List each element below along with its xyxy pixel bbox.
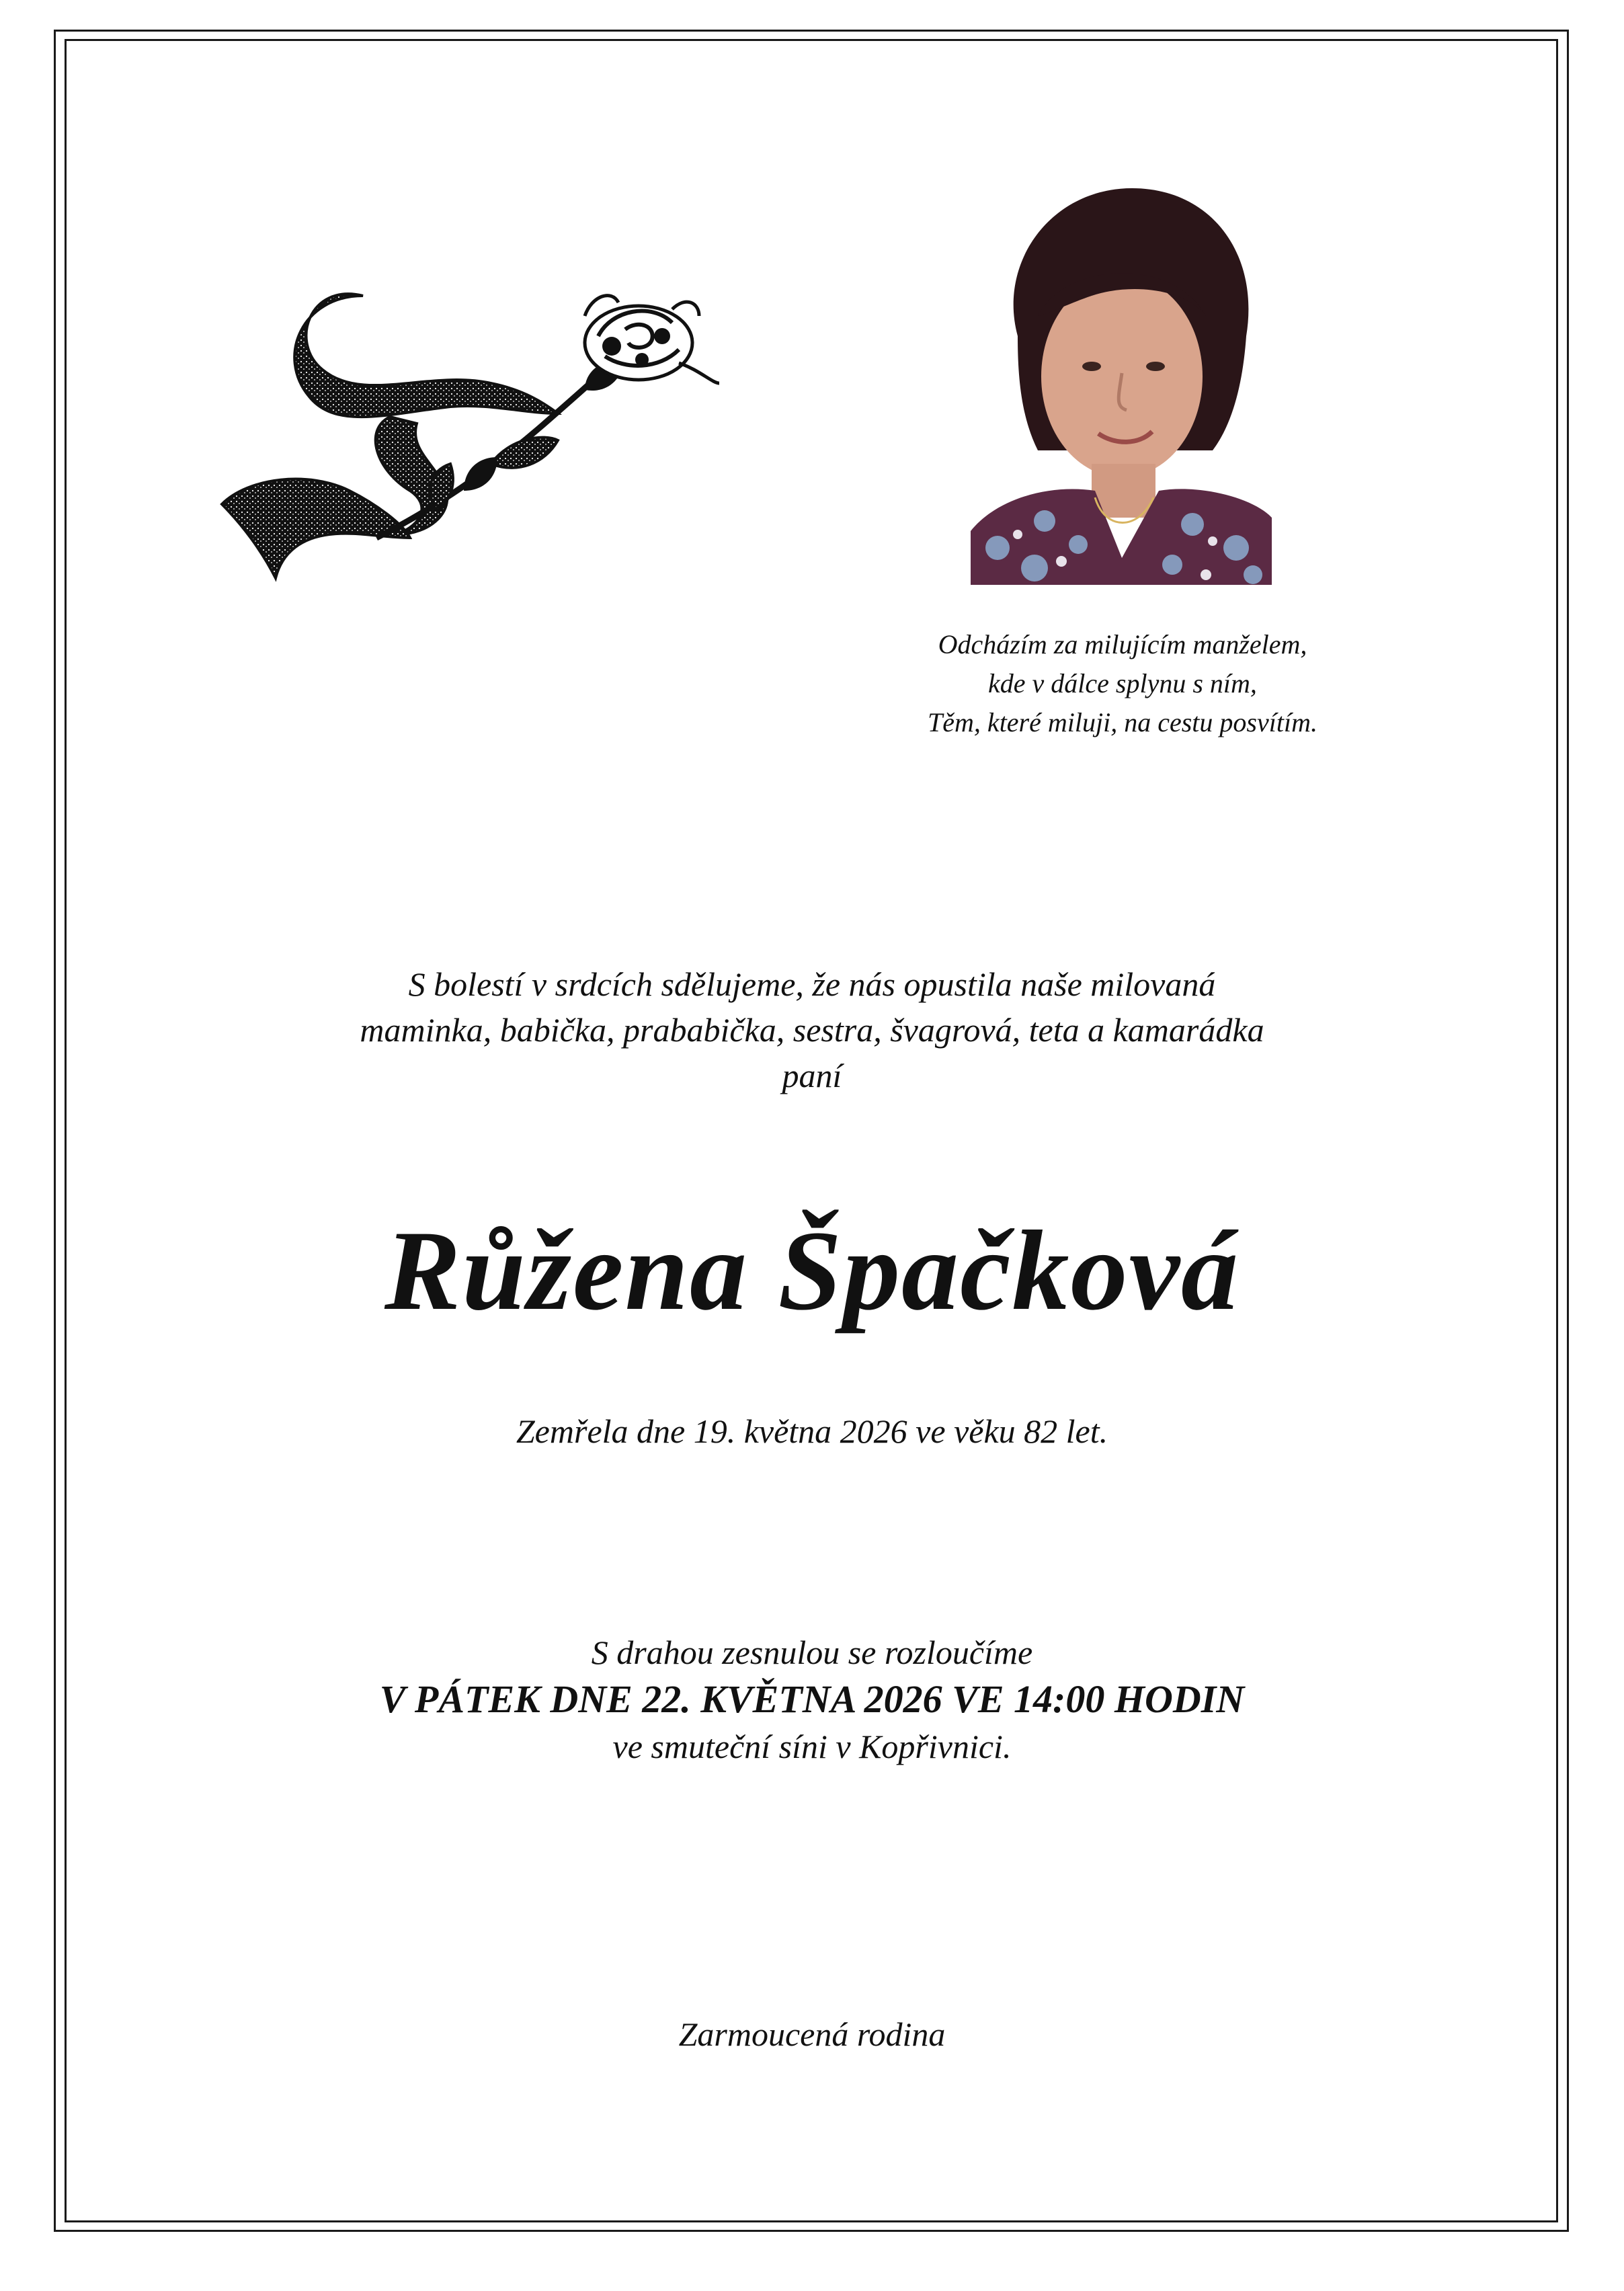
- signature: Zarmoucená rodina: [678, 2015, 946, 2053]
- funeral-intro: S drahou zesnulou se rozloučíme: [591, 1634, 1033, 1671]
- funeral-datetime: V PÁTEK DNE 22. KVĚTNA 2026 VE 14:00 HODIN: [379, 1677, 1245, 1721]
- funeral-info: [134, 1631, 1490, 1768]
- funeral-location: ve smuteční síni v Kopřivnici.: [612, 1728, 1012, 1765]
- portrait-photo: [971, 182, 1272, 585]
- verse-quote: [820, 625, 1425, 742]
- death-date-line: Zemřela dne 19. května 2026 ve věku 82 let.: [516, 1412, 1108, 1450]
- announcement-line: S bolestí v srdcích sdělujeme, že nás opustila naše milovaná: [408, 965, 1216, 1003]
- announcement: [134, 961, 1490, 1098]
- rose-icon: [208, 269, 719, 585]
- verse-line: Odcházím za milujícím manželem,: [938, 629, 1307, 659]
- verse-line: kde v dálce splynu s ním,: [988, 668, 1257, 698]
- verse-line: Těm, které miluji, na cestu posvítím.: [928, 707, 1317, 737]
- deceased-name: Růžena Špačková: [384, 1207, 1240, 1334]
- announcement-line: maminka, babička, prababička, sestra, švagrová, teta a kamarádka: [360, 1011, 1264, 1049]
- announcement-line: paní: [782, 1057, 842, 1094]
